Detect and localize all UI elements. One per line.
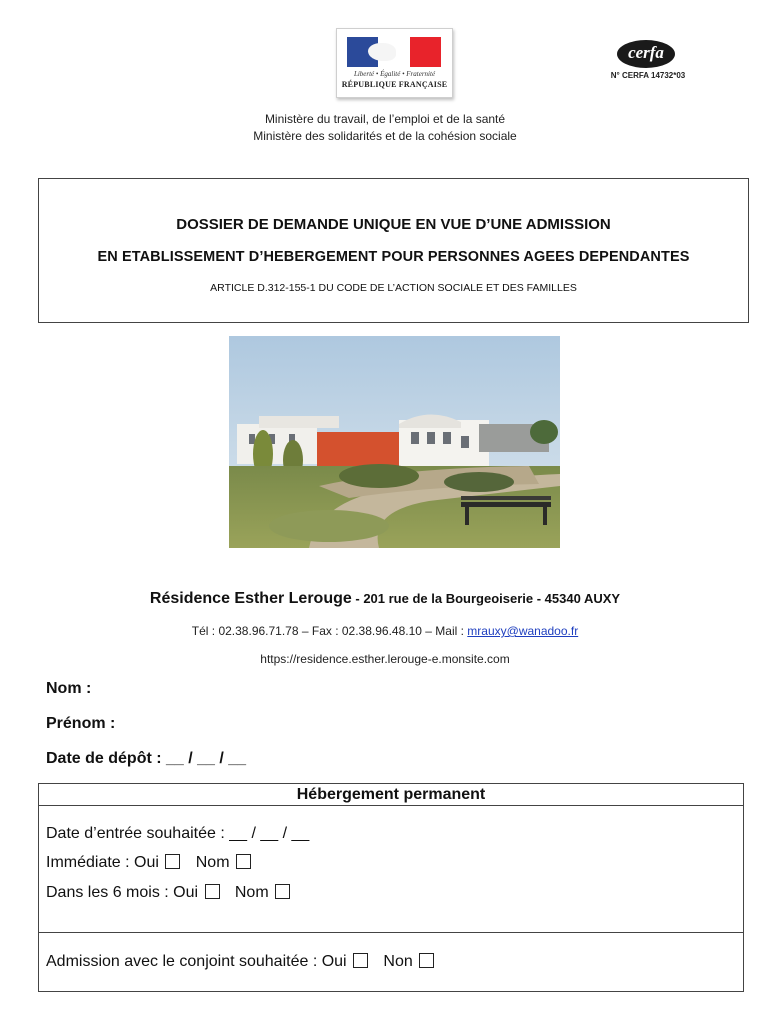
title-box — [38, 178, 749, 323]
date-entree-label: Date d’entrée souhaitée : __ / __ / __ — [46, 825, 310, 842]
republique-francaise-logo — [336, 28, 453, 98]
residence-address: - 201 rue de la Bourgeoiserie - 45340 AUXY — [351, 591, 621, 606]
six-mois-oui-checkbox[interactable] — [205, 884, 220, 899]
date-depot-label: Date de dépôt : __ / __ / __ — [46, 750, 247, 767]
residence-contact — [0, 624, 770, 638]
nom-label: Nom : — [46, 680, 92, 697]
six-mois-row — [46, 884, 292, 902]
six-mois-no-label: Nom — [234, 884, 269, 901]
marianne-logo-icon — [347, 37, 441, 67]
immediate-row — [46, 854, 253, 872]
hebergement-box — [38, 783, 744, 992]
title-line-2: EN ETABLISSEMENT D’HEBERGEMENT POUR PERSONNES AGEES DEPENDANTES — [97, 249, 690, 265]
ministry-line-1: Ministère du travail, de l’emploi et de la santé — [264, 112, 506, 126]
title-line-1: DOSSIER DE DEMANDE UNIQUE EN VUE D’UNE ADMISSION — [176, 216, 611, 233]
title-line-3: ARTICLE D.312-155-1 DU CODE DE L’ACTION SOCIALE ET DES FAMILLES — [210, 282, 577, 294]
hebergement-heading: Hébergement permanent — [39, 784, 743, 806]
ministry-line-2: Ministère des solidarités et de la cohésion sociale — [253, 129, 517, 143]
immediate-label: Immédiate : Oui — [46, 854, 159, 871]
immediate-oui-checkbox[interactable] — [165, 854, 180, 869]
cerfa-logo: cerfa — [617, 40, 675, 68]
residence-name: Résidence Esther Lerouge — [149, 590, 352, 607]
residence-building-photo-icon — [229, 336, 560, 548]
residence-title — [0, 590, 770, 608]
hebergement-divider — [39, 932, 743, 933]
email-link[interactable]: mrauxy@wanadoo.fr — [467, 624, 579, 638]
immediate-no-label: Nom — [195, 854, 230, 871]
conjoint-non-checkbox[interactable] — [419, 953, 434, 968]
cerfa-number: N° CERFA 14732*03 — [610, 71, 686, 80]
conjoint-no-label: Non — [383, 953, 413, 970]
prenom-label: Prénom : — [46, 715, 116, 732]
immediate-non-checkbox[interactable] — [236, 854, 251, 869]
six-mois-non-checkbox[interactable] — [275, 884, 290, 899]
conjoint-row — [46, 953, 436, 971]
rf-motto: Liberté • Égalité • Fraternité — [353, 70, 436, 78]
conjoint-oui-checkbox[interactable] — [353, 953, 368, 968]
contact-phone-fax: Tél : 02.38.96.71.78 – Fax : 02.38.96.48.10 – Mail : — [191, 624, 468, 638]
residence-website: https://residence.esther.lerouge-e.monsite.com — [260, 652, 510, 666]
rf-name: RÉPUBLIQUE FRANÇAISE — [341, 80, 448, 89]
conjoint-label: Admission avec le conjoint souhaitée : Oui — [46, 953, 347, 970]
six-mois-label: Dans les 6 mois : Oui — [46, 884, 199, 901]
